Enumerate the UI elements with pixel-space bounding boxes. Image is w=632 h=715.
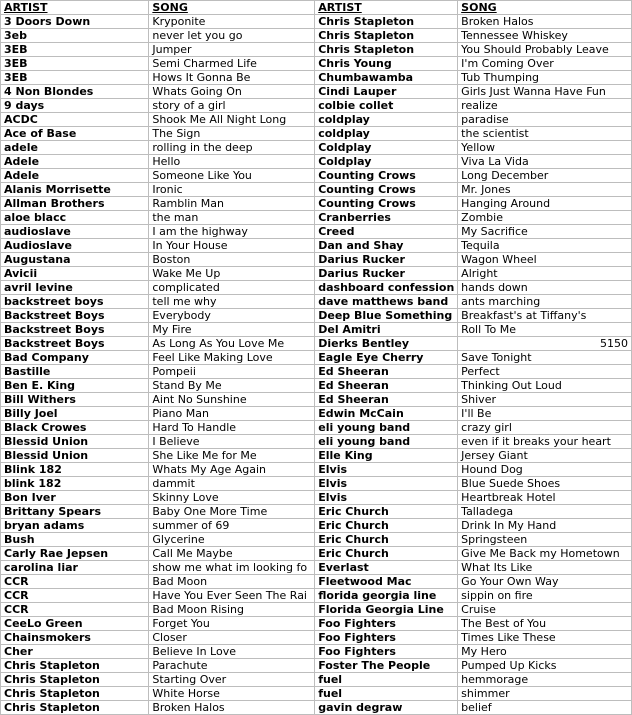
- right-song-cell[interactable]: Tequila: [458, 239, 632, 253]
- left-song-cell[interactable]: Bad Moon: [149, 575, 315, 589]
- left-song-cell[interactable]: dammit: [149, 477, 315, 491]
- right-song-cell[interactable]: Tub Thumping: [458, 71, 632, 85]
- left-artist-cell[interactable]: Black Crowes: [1, 421, 149, 435]
- left-artist-cell[interactable]: Backstreet Boys: [1, 337, 149, 351]
- left-song-header[interactable]: SONG: [149, 1, 315, 15]
- left-artist-cell[interactable]: 4 Non Blondes: [1, 85, 149, 99]
- left-song-cell[interactable]: Jumper: [149, 43, 315, 57]
- right-song-cell[interactable]: My Hero: [458, 645, 632, 659]
- right-artist-cell[interactable]: Counting Crows: [315, 183, 458, 197]
- left-artist-cell[interactable]: CCR: [1, 589, 149, 603]
- right-artist-cell[interactable]: Foster The People: [315, 659, 458, 673]
- table-row: [1, 505, 632, 519]
- table-row: [1, 519, 632, 533]
- right-song-cell[interactable]: Go Your Own Way: [458, 575, 632, 589]
- right-artist-cell[interactable]: coldplay: [315, 127, 458, 141]
- left-artist-cell[interactable]: Audioslave: [1, 239, 149, 253]
- right-artist-header[interactable]: ARTIST: [315, 1, 458, 15]
- table-row: [1, 141, 632, 155]
- right-artist-cell[interactable]: Darius Rucker: [315, 267, 458, 281]
- right-song-cell[interactable]: Viva La Vida: [458, 155, 632, 169]
- right-artist-cell[interactable]: Elvis: [315, 463, 458, 477]
- left-song-cell[interactable]: show me what im looking fo: [149, 561, 315, 575]
- right-artist-cell[interactable]: Eric Church: [315, 547, 458, 561]
- table-row: [1, 281, 632, 295]
- left-song-cell[interactable]: Piano Man: [149, 407, 315, 421]
- left-artist-cell[interactable]: Allman Brothers: [1, 197, 149, 211]
- right-song-cell[interactable]: Times Like These: [458, 631, 632, 645]
- right-artist-cell[interactable]: dashboard confession: [315, 281, 458, 295]
- table-row: [1, 561, 632, 575]
- left-song-cell[interactable]: Have You Ever Seen The Rai: [149, 589, 315, 603]
- table-row: [1, 491, 632, 505]
- table-row: [1, 323, 632, 337]
- left-artist-cell[interactable]: Chris Stapleton: [1, 659, 149, 673]
- right-artist-cell[interactable]: Foo Fighters: [315, 617, 458, 631]
- right-song-cell[interactable]: Girls Just Wanna Have Fun: [458, 85, 632, 99]
- right-song-cell[interactable]: crazy girl: [458, 421, 632, 435]
- left-artist-cell[interactable]: Ben E. King: [1, 379, 149, 393]
- right-song-cell[interactable]: hands down: [458, 281, 632, 295]
- left-song-cell[interactable]: story of a girl: [149, 99, 315, 113]
- table-row: [1, 29, 632, 43]
- right-artist-cell[interactable]: Creed: [315, 225, 458, 239]
- left-song-cell[interactable]: My Fire: [149, 323, 315, 337]
- left-song-cell[interactable]: Aint No Sunshine: [149, 393, 315, 407]
- right-artist-cell[interactable]: Chris Young: [315, 57, 458, 71]
- right-artist-cell[interactable]: Eric Church: [315, 519, 458, 533]
- left-song-cell[interactable]: Someone Like You: [149, 169, 315, 183]
- left-artist-cell[interactable]: Adele: [1, 155, 149, 169]
- left-artist-cell[interactable]: Bastille: [1, 365, 149, 379]
- right-artist-cell[interactable]: Ed Sheeran: [315, 393, 458, 407]
- left-song-cell[interactable]: The Sign: [149, 127, 315, 141]
- left-artist-cell[interactable]: ACDC: [1, 113, 149, 127]
- left-artist-cell[interactable]: Backstreet Boys: [1, 323, 149, 337]
- right-song-cell[interactable]: Alright: [458, 267, 632, 281]
- table-row: [1, 631, 632, 645]
- left-artist-cell[interactable]: Chris Stapleton: [1, 687, 149, 701]
- left-artist-cell[interactable]: Chris Stapleton: [1, 701, 149, 715]
- right-song-cell[interactable]: Thinking Out Loud: [458, 379, 632, 393]
- right-song-cell[interactable]: The Best of You: [458, 617, 632, 631]
- right-song-cell[interactable]: Perfect: [458, 365, 632, 379]
- table-row: [1, 659, 632, 673]
- right-artist-cell[interactable]: Foo Fighters: [315, 645, 458, 659]
- right-artist-cell[interactable]: Chris Stapleton: [315, 15, 458, 29]
- left-artist-cell[interactable]: Avicii: [1, 267, 149, 281]
- right-song-cell[interactable]: I'll Be: [458, 407, 632, 421]
- right-artist-cell[interactable]: Darius Rucker: [315, 253, 458, 267]
- left-song-cell[interactable]: Skinny Love: [149, 491, 315, 505]
- left-song-cell[interactable]: Bad Moon Rising: [149, 603, 315, 617]
- left-song-cell[interactable]: Feel Like Making Love: [149, 351, 315, 365]
- left-artist-cell[interactable]: Bad Company: [1, 351, 149, 365]
- left-song-cell[interactable]: never let you go: [149, 29, 315, 43]
- left-artist-cell[interactable]: Billy Joel: [1, 407, 149, 421]
- left-artist-cell[interactable]: carolina liar: [1, 561, 149, 575]
- left-artist-cell[interactable]: Alanis Morrisette: [1, 183, 149, 197]
- table-row: [1, 253, 632, 267]
- left-artist-cell[interactable]: blink 182: [1, 477, 149, 491]
- table-row: [1, 337, 632, 351]
- right-song-cell[interactable]: ants marching: [458, 295, 632, 309]
- left-song-cell[interactable]: summer of 69: [149, 519, 315, 533]
- left-song-cell[interactable]: Parachute: [149, 659, 315, 673]
- table-row: [1, 211, 632, 225]
- right-artist-cell[interactable]: florida georgia line: [315, 589, 458, 603]
- left-artist-cell[interactable]: Ace of Base: [1, 127, 149, 141]
- left-song-cell[interactable]: Hello: [149, 155, 315, 169]
- left-artist-cell[interactable]: Chris Stapleton: [1, 673, 149, 687]
- left-artist-cell[interactable]: Bill Withers: [1, 393, 149, 407]
- left-artist-cell[interactable]: CCR: [1, 603, 149, 617]
- table-row: [1, 197, 632, 211]
- right-artist-cell[interactable]: Everlast: [315, 561, 458, 575]
- left-song-cell[interactable]: Stand By Me: [149, 379, 315, 393]
- right-artist-cell[interactable]: Ed Sheeran: [315, 379, 458, 393]
- right-artist-cell[interactable]: Dan and Shay: [315, 239, 458, 253]
- right-song-cell[interactable]: Long December: [458, 169, 632, 183]
- right-song-cell[interactable]: Hanging Around: [458, 197, 632, 211]
- left-song-cell[interactable]: As Long As You Love Me: [149, 337, 315, 351]
- right-artist-cell[interactable]: Counting Crows: [315, 197, 458, 211]
- table-row: [1, 603, 632, 617]
- table-row: [1, 477, 632, 491]
- table-row: [1, 617, 632, 631]
- left-song-cell[interactable]: Boston: [149, 253, 315, 267]
- left-song-cell[interactable]: Hard To Handle: [149, 421, 315, 435]
- right-song-cell[interactable]: Roll To Me: [458, 323, 632, 337]
- right-song-cell[interactable]: Hound Dog: [458, 463, 632, 477]
- right-song-header[interactable]: SONG: [458, 1, 632, 15]
- right-artist-cell[interactable]: eli young band: [315, 421, 458, 435]
- left-song-cell[interactable]: Whats My Age Again: [149, 463, 315, 477]
- left-artist-cell[interactable]: Blessid Union: [1, 435, 149, 449]
- right-artist-cell[interactable]: Cranberries: [315, 211, 458, 225]
- right-artist-cell[interactable]: Edwin McCain: [315, 407, 458, 421]
- right-artist-cell[interactable]: Elvis: [315, 491, 458, 505]
- right-song-cell[interactable]: Wagon Wheel: [458, 253, 632, 267]
- table-row: [1, 533, 632, 547]
- table-row: [1, 57, 632, 71]
- right-artist-cell[interactable]: Chumbawamba: [315, 71, 458, 85]
- left-song-cell[interactable]: She Like Me for Me: [149, 449, 315, 463]
- left-artist-cell[interactable]: backstreet boys: [1, 295, 149, 309]
- right-song-cell[interactable]: Breakfast's at Tiffany's: [458, 309, 632, 323]
- right-artist-cell[interactable]: Dierks Bentley: [315, 337, 458, 351]
- table-row: [1, 113, 632, 127]
- table-row: [1, 421, 632, 435]
- right-artist-cell[interactable]: Deep Blue Something: [315, 309, 458, 323]
- left-artist-cell[interactable]: bryan adams: [1, 519, 149, 533]
- table-row: [1, 547, 632, 561]
- table-row: [1, 379, 632, 393]
- right-artist-cell[interactable]: coldplay: [315, 113, 458, 127]
- left-artist-cell[interactable]: adele: [1, 141, 149, 155]
- left-song-cell[interactable]: I Believe: [149, 435, 315, 449]
- right-song-cell[interactable]: Yellow: [458, 141, 632, 155]
- right-artist-cell[interactable]: Cindi Lauper: [315, 85, 458, 99]
- right-artist-cell[interactable]: gavin degraw: [315, 701, 458, 715]
- right-song-cell[interactable]: Heartbreak Hotel: [458, 491, 632, 505]
- right-artist-cell[interactable]: Counting Crows: [315, 169, 458, 183]
- right-artist-cell[interactable]: colbie collet: [315, 99, 458, 113]
- left-artist-cell[interactable]: Blink 182: [1, 463, 149, 477]
- right-song-cell[interactable]: Broken Halos: [458, 15, 632, 29]
- left-artist-cell[interactable]: audioslave: [1, 225, 149, 239]
- table-row: [1, 43, 632, 57]
- table-row: [1, 645, 632, 659]
- table-row: [1, 687, 632, 701]
- right-artist-cell[interactable]: Coldplay: [315, 141, 458, 155]
- table-row: [1, 127, 632, 141]
- left-song-cell[interactable]: Call Me Maybe: [149, 547, 315, 561]
- right-song-cell[interactable]: Mr. Jones: [458, 183, 632, 197]
- table-row: [1, 99, 632, 113]
- right-song-cell[interactable]: Tennessee Whiskey: [458, 29, 632, 43]
- right-song-cell[interactable]: Jersey Giant: [458, 449, 632, 463]
- table-row: [1, 309, 632, 323]
- right-song-cell[interactable]: Springsteen: [458, 533, 632, 547]
- right-artist-cell[interactable]: fuel: [315, 673, 458, 687]
- table-row: [1, 267, 632, 281]
- table-row: [1, 575, 632, 589]
- table-row: [1, 449, 632, 463]
- left-artist-cell[interactable]: Backstreet Boys: [1, 309, 149, 323]
- right-artist-cell[interactable]: Florida Georgia Line: [315, 603, 458, 617]
- right-song-cell[interactable]: I'm Coming Over: [458, 57, 632, 71]
- table-row: [1, 155, 632, 169]
- left-song-cell[interactable]: Baby One More Time: [149, 505, 315, 519]
- right-artist-cell[interactable]: Eagle Eye Cherry: [315, 351, 458, 365]
- left-artist-cell[interactable]: Brittany Spears: [1, 505, 149, 519]
- left-song-cell[interactable]: Everybody: [149, 309, 315, 323]
- right-artist-cell[interactable]: Chris Stapleton: [315, 29, 458, 43]
- right-song-cell[interactable]: Save Tonight: [458, 351, 632, 365]
- table-row: [1, 589, 632, 603]
- table-row: [1, 393, 632, 407]
- left-artist-cell[interactable]: aloe blacc: [1, 211, 149, 225]
- right-artist-cell[interactable]: Del Amitri: [315, 323, 458, 337]
- right-artist-cell[interactable]: Eric Church: [315, 505, 458, 519]
- right-artist-cell[interactable]: Coldplay: [315, 155, 458, 169]
- right-song-cell[interactable]: hemmorage: [458, 673, 632, 687]
- left-song-cell[interactable]: Ramblin Man: [149, 197, 315, 211]
- right-song-cell[interactable]: What Its Like: [458, 561, 632, 575]
- left-song-cell[interactable]: White Horse: [149, 687, 315, 701]
- table-row: [1, 435, 632, 449]
- right-song-cell[interactable]: sippin on fire: [458, 589, 632, 603]
- left-artist-cell[interactable]: Cher: [1, 645, 149, 659]
- left-artist-cell[interactable]: CCR: [1, 575, 149, 589]
- right-artist-cell[interactable]: Elle King: [315, 449, 458, 463]
- table-row: [1, 71, 632, 85]
- left-song-cell[interactable]: Forget You: [149, 617, 315, 631]
- left-artist-cell[interactable]: 3EB: [1, 43, 149, 57]
- left-artist-cell[interactable]: Chainsmokers: [1, 631, 149, 645]
- table-row: [1, 85, 632, 99]
- table-row: [1, 169, 632, 183]
- left-song-cell[interactable]: Starting Over: [149, 673, 315, 687]
- right-song-cell[interactable]: the scientist: [458, 127, 632, 141]
- right-song-cell[interactable]: Shiver: [458, 393, 632, 407]
- table-row: [1, 225, 632, 239]
- right-song-cell[interactable]: even if it breaks your heart: [458, 435, 632, 449]
- left-song-cell[interactable]: Broken Halos: [149, 701, 315, 715]
- left-artist-cell[interactable]: 3eb: [1, 29, 149, 43]
- right-artist-cell[interactable]: Foo Fighters: [315, 631, 458, 645]
- table-row: [1, 351, 632, 365]
- left-song-cell[interactable]: Hows It Gonna Be: [149, 71, 315, 85]
- left-artist-cell[interactable]: 3 Doors Down: [1, 15, 149, 29]
- table-row: [1, 463, 632, 477]
- right-artist-cell[interactable]: Fleetwood Mac: [315, 575, 458, 589]
- table-row: [1, 15, 632, 29]
- right-song-cell[interactable]: Talladega: [458, 505, 632, 519]
- right-song-cell[interactable]: You Should Probably Leave: [458, 43, 632, 57]
- right-artist-cell[interactable]: fuel: [315, 687, 458, 701]
- left-song-cell[interactable]: tell me why: [149, 295, 315, 309]
- left-song-cell[interactable]: Closer: [149, 631, 315, 645]
- left-song-cell[interactable]: Wake Me Up: [149, 267, 315, 281]
- left-song-cell[interactable]: Glycerine: [149, 533, 315, 547]
- left-artist-cell[interactable]: Blessid Union: [1, 449, 149, 463]
- left-artist-cell[interactable]: Bon Iver: [1, 491, 149, 505]
- table-row: [1, 365, 632, 379]
- right-song-cell[interactable]: paradise: [458, 113, 632, 127]
- left-artist-cell[interactable]: 3EB: [1, 71, 149, 85]
- table-row: [1, 295, 632, 309]
- left-song-cell[interactable]: Believe In Love: [149, 645, 315, 659]
- right-artist-cell[interactable]: eli young band: [315, 435, 458, 449]
- left-song-cell[interactable]: Whats Going On: [149, 85, 315, 99]
- table-row: [1, 673, 632, 687]
- left-song-cell[interactable]: In Your House: [149, 239, 315, 253]
- left-artist-cell[interactable]: Bush: [1, 533, 149, 547]
- right-song-cell[interactable]: Zombie: [458, 211, 632, 225]
- right-song-cell[interactable]: My Sacrifice: [458, 225, 632, 239]
- left-song-cell[interactable]: complicated: [149, 281, 315, 295]
- right-artist-cell[interactable]: dave matthews band: [315, 295, 458, 309]
- table-row: [1, 407, 632, 421]
- left-song-cell[interactable]: the man: [149, 211, 315, 225]
- right-artist-cell[interactable]: Eric Church: [315, 533, 458, 547]
- left-song-cell[interactable]: I am the highway: [149, 225, 315, 239]
- right-artist-cell[interactable]: Elvis: [315, 477, 458, 491]
- right-song-cell[interactable]: Drink In My Hand: [458, 519, 632, 533]
- left-artist-cell[interactable]: 3EB: [1, 57, 149, 71]
- left-song-cell[interactable]: rolling in the deep: [149, 141, 315, 155]
- left-song-cell[interactable]: Semi Charmed Life: [149, 57, 315, 71]
- right-song-cell[interactable]: Pumped Up Kicks: [458, 659, 632, 673]
- right-song-cell[interactable]: Give Me Back my Hometown: [458, 547, 632, 561]
- left-artist-cell[interactable]: CeeLo Green: [1, 617, 149, 631]
- left-song-cell[interactable]: Ironic: [149, 183, 315, 197]
- right-song-cell[interactable]: Cruise: [458, 603, 632, 617]
- table-row: [1, 183, 632, 197]
- header-row: [1, 1, 632, 15]
- left-song-cell[interactable]: Pompeii: [149, 365, 315, 379]
- left-song-cell[interactable]: Shook Me All Night Long: [149, 113, 315, 127]
- right-song-cell[interactable]: realize: [458, 99, 632, 113]
- right-song-cell[interactable]: shimmer: [458, 687, 632, 701]
- left-artist-cell[interactable]: Carly Rae Jepsen: [1, 547, 149, 561]
- left-artist-cell[interactable]: Augustana: [1, 253, 149, 267]
- left-artist-cell[interactable]: avril levine: [1, 281, 149, 295]
- table-row: [1, 701, 632, 715]
- left-song-cell[interactable]: Kryponite: [149, 15, 315, 29]
- right-song-cell[interactable]: Blue Suede Shoes: [458, 477, 632, 491]
- left-artist-cell[interactable]: 9 days: [1, 99, 149, 113]
- table-row: [1, 239, 632, 253]
- right-artist-cell[interactable]: Ed Sheeran: [315, 365, 458, 379]
- right-song-cell[interactable]: 5150: [458, 337, 632, 351]
- left-artist-cell[interactable]: Adele: [1, 169, 149, 183]
- right-song-cell[interactable]: belief: [458, 701, 632, 715]
- right-artist-cell[interactable]: Chris Stapleton: [315, 43, 458, 57]
- left-artist-header[interactable]: ARTIST: [1, 1, 149, 15]
